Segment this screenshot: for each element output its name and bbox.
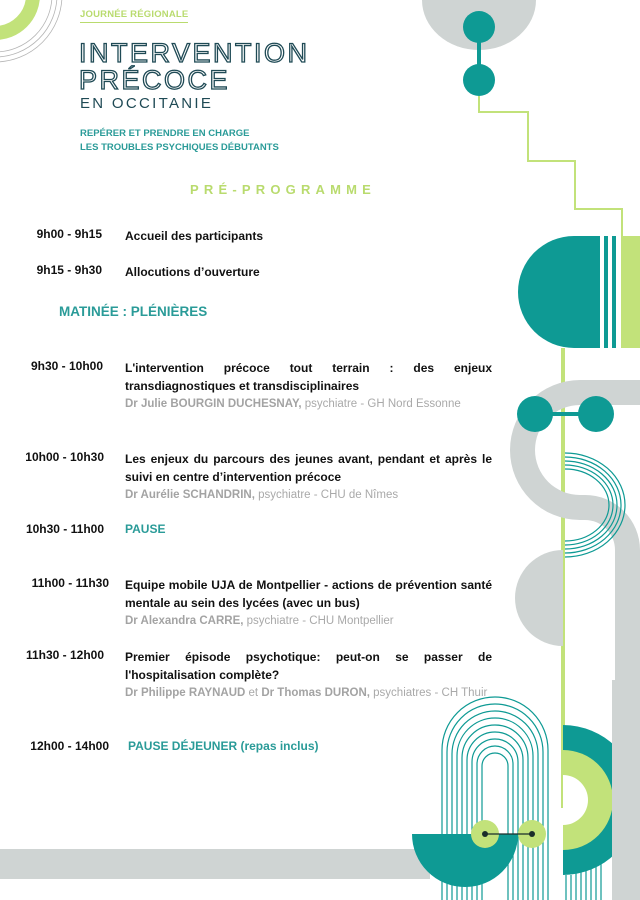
top-left-rings-icon [0,0,62,62]
title-line-1: INTERVENTION [79,38,310,68]
speaker-name: Dr Thomas DURON, [261,687,370,699]
talk-title: Equipe mobile UJA de Montpellier - actions de prévention santé mentale au sein des lycées (avec un bus) [125,578,492,610]
time-slot: 10h30 - 11h00 [25,522,104,536]
speaker-name: Dr Aurélie SCHANDRIN, [125,489,255,501]
morning-heading: MATINÉE : PLÉNIÈRES [59,304,208,319]
speaker-role: psychiatre - GH Nord Essonne [301,398,461,410]
time-slot: 12h00 - 14h00 [30,739,109,753]
time-slot: 9h00 - 9h15 [36,227,102,241]
title-line-2: PRÉCOCE [79,65,231,95]
time-slot: 10h00 - 10h30 [25,450,104,464]
talk-title: Les enjeux du parcours des jeunes avant, pendant et après le suivi en centre d’intervention précoce [125,452,492,484]
speaker-role: psychiatres - CH Thuir [369,687,488,699]
time-slot: 11h00 - 11h30 [31,576,109,590]
section-title: PRÉ-PROGRAMME [190,182,377,197]
speaker-name: Dr Philippe RAYNAUD [125,687,246,699]
event-kicker: JOURNÉE RÉGIONALE [80,9,188,23]
talk-title: L'intervention précoce tout terrain : des enjeux transdiagnostiques et transdisciplinaires [125,361,492,393]
speaker-line [125,612,492,630]
item-title: Accueil des participants [125,229,264,243]
speaker-role: psychiatre - CHU de Nîmes [254,489,399,501]
item-title: Allocutions d’ouverture [125,265,260,279]
talk-title: Premier épisode psychotique: peut-on se passer de l'hospitalisation complète? [125,650,492,682]
time-slot: 9h15 - 9h30 [36,263,102,277]
subtitle [80,127,279,155]
subtitle-line-2: LES TROUBLES PSYCHIQUES DÉBUTANTS [80,142,279,153]
subtitle-line-1: REPÉRER ET PRENDRE EN CHARGE [80,128,250,139]
speaker-name: Dr Alexandra CARRE, [125,615,244,627]
speaker-line [125,684,492,702]
pause-label: PAUSE [125,522,166,536]
lunch-label: PAUSE DÉJEUNER (repas inclus) [128,739,319,753]
title-line-3: EN OCCITANIE [80,95,214,112]
time-slot: 9h30 - 10h00 [30,359,103,373]
speaker-name: Dr Julie BOURGIN DUCHESNAY, [125,398,302,410]
speaker-join: et [245,687,262,699]
speaker-role: psychiatre - CHU Montpellier [243,615,394,627]
speaker-line [125,395,492,413]
time-slot: 11h30 - 12h00 [25,648,104,662]
speaker-line [125,486,492,504]
